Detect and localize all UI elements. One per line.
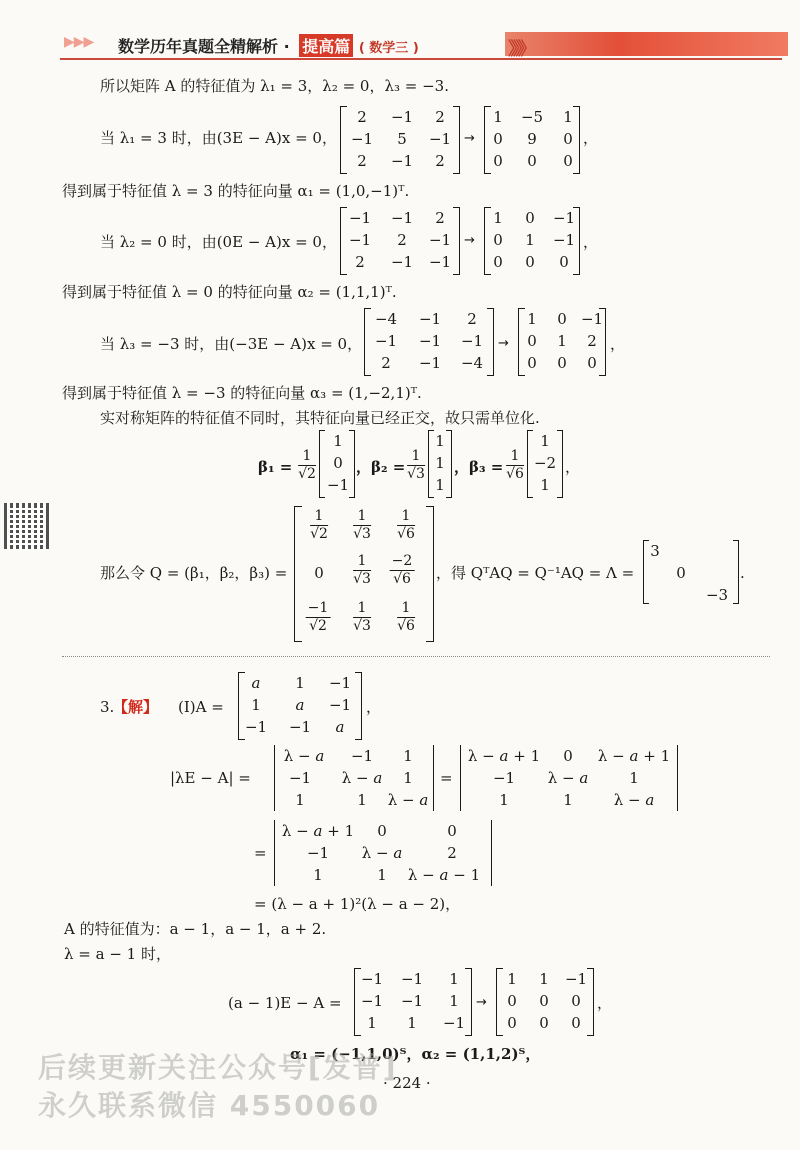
text-line: 当 λ₃ = −3 时，由(−3E − A)x = 0， [100, 335, 363, 353]
text-line: λ = a − 1 时， [64, 945, 171, 963]
vector: 1 1 1 [428, 430, 452, 498]
text-line: 当 λ₁ = 3 时，由(3E − A)x = 0， [100, 129, 337, 147]
book-title-text: 数学历年真题全精解析 · [118, 37, 296, 56]
matrix: a 1 −1 1 a −1 −1 −1 a [238, 672, 362, 740]
text-line: ，得 QᵀAQ = Q⁻¹AQ = Λ = [436, 564, 635, 582]
fraction: $\frac{1}{√6}$ [506, 448, 524, 482]
header-chevron-icon: 》》》 [508, 39, 532, 60]
text-line: = (λ − a + 1)²(λ − a − 2)， [254, 895, 461, 913]
comma: ， [583, 129, 599, 147]
volume-subtitle: ( 数学三 ) [358, 41, 419, 56]
matrix: 1 0 −1 0 1 2 0 0 0 [518, 308, 606, 376]
header-arrow-icon: ▶▶▶ [64, 34, 94, 50]
comma: ， [565, 458, 581, 476]
text-line: |λE − A| = [170, 769, 251, 787]
text-line: α₁ = (−1,1,0)ᵀ，α₂ = (1,1,2)ᵀ， [290, 1045, 541, 1063]
matrix: 3 0 −3 [643, 540, 739, 604]
comma: ， [597, 994, 613, 1012]
beta-label: ，β₂ = [356, 458, 406, 476]
arrow-icon: → [464, 131, 475, 146]
beta-label: β₁ = [258, 458, 293, 476]
matrix: 2 −1 2 −1 5 −1 2 −1 2 [340, 106, 460, 174]
equals: = [254, 844, 267, 862]
arrow-icon: → [498, 336, 509, 351]
text-line: A 的特征值为：a − 1，a − 1，a + 2. [64, 920, 327, 938]
text-line: (Ⅰ)A = [178, 698, 224, 716]
matrix: $\frac{1}{√2}$ $\frac{1}{√3}$ $\frac{1}{√6}$ 0 $\frac{1}{√3}$ $\frac{-2}{√6}$ $\frac{-1}{√2}$ $\frac{1}{√3}$ $\frac{1}{√6}$ [294, 506, 434, 642]
text-line: 得到属于特征值 λ = −3 的特征向量 α₃ = (1,−2,1)ᵀ. [62, 384, 422, 402]
header-rule [60, 58, 782, 60]
matrix: −1 −1 2 −1 2 −1 2 −1 −1 [340, 207, 460, 275]
fraction: $\frac{1}{√3}$ [407, 448, 425, 482]
section-divider [62, 656, 770, 657]
watermark-line: 后续更新关注公众号[发普] [38, 1051, 398, 1084]
watermark-line: 永久联系微信 4550060 [38, 1089, 381, 1122]
vector: 1 0 −1 [319, 430, 355, 498]
matrix: 1 0 −1 0 1 −1 0 0 0 [484, 207, 580, 275]
matrix: −4 −1 2 −1 −1 −1 2 −1 −4 [364, 308, 494, 376]
page-number: · 224 · [383, 1074, 431, 1092]
page-header [0, 0, 800, 62]
text-line: 得到属于特征值 λ = 0 的特征向量 α₂ = (1,1,1)ᵀ. [62, 283, 397, 301]
matrix: 1 1 −1 0 0 0 0 0 0 [496, 968, 594, 1036]
determinant: λ − a −1 1 −1 λ − a 1 1 1 λ − a [274, 745, 434, 813]
text-line: 所以矩阵 A 的特征值为 λ₁ = 3，λ₂ = 0，λ₃ = −3. [100, 77, 449, 95]
text-line: 那么令 Q = (β₁，β₂，β₃) = [100, 564, 288, 582]
comma: ， [583, 233, 599, 251]
text-line: 当 λ₂ = 0 时，由(0E − A)x = 0， [100, 233, 337, 251]
arrow-icon: → [476, 995, 487, 1010]
header-red-band [505, 32, 788, 56]
book-title [118, 34, 419, 57]
determinant: λ − a + 1 0 0 −1 λ − a 2 1 1 λ − a − 1 [274, 820, 492, 888]
comma: ， [366, 698, 382, 716]
section-number: 3. [100, 698, 115, 716]
vector: 1 −2 1 [527, 430, 563, 498]
text-line: (a − 1)E − A = [228, 994, 342, 1012]
text-line: 实对称矩阵的特征值不同时，其特征向量已经正交，故只需单位化. [100, 409, 540, 427]
text-line: 得到属于特征值 λ = 3 的特征向量 α₁ = (1,0,−1)ᵀ. [62, 182, 410, 200]
period: . [740, 564, 745, 582]
equals: = [440, 769, 453, 787]
arrow-icon: → [464, 233, 475, 248]
determinant: λ − a + 1 0 λ − a + 1 −1 λ − a 1 1 1 λ − a [460, 745, 678, 813]
comma: ， [610, 335, 626, 353]
qr-code-pattern [8, 507, 46, 545]
matrix: 1 −5 1 0 9 0 0 0 0 [484, 106, 580, 174]
fraction: $\frac{1}{√2}$ [298, 448, 316, 482]
matrix: −1 −1 1 −1 −1 1 1 1 −1 [354, 968, 472, 1036]
solution-tag: 【解】 [113, 698, 159, 716]
beta-label: ，β₃ = [454, 458, 504, 476]
volume-badge: 提高篇 [299, 34, 353, 57]
